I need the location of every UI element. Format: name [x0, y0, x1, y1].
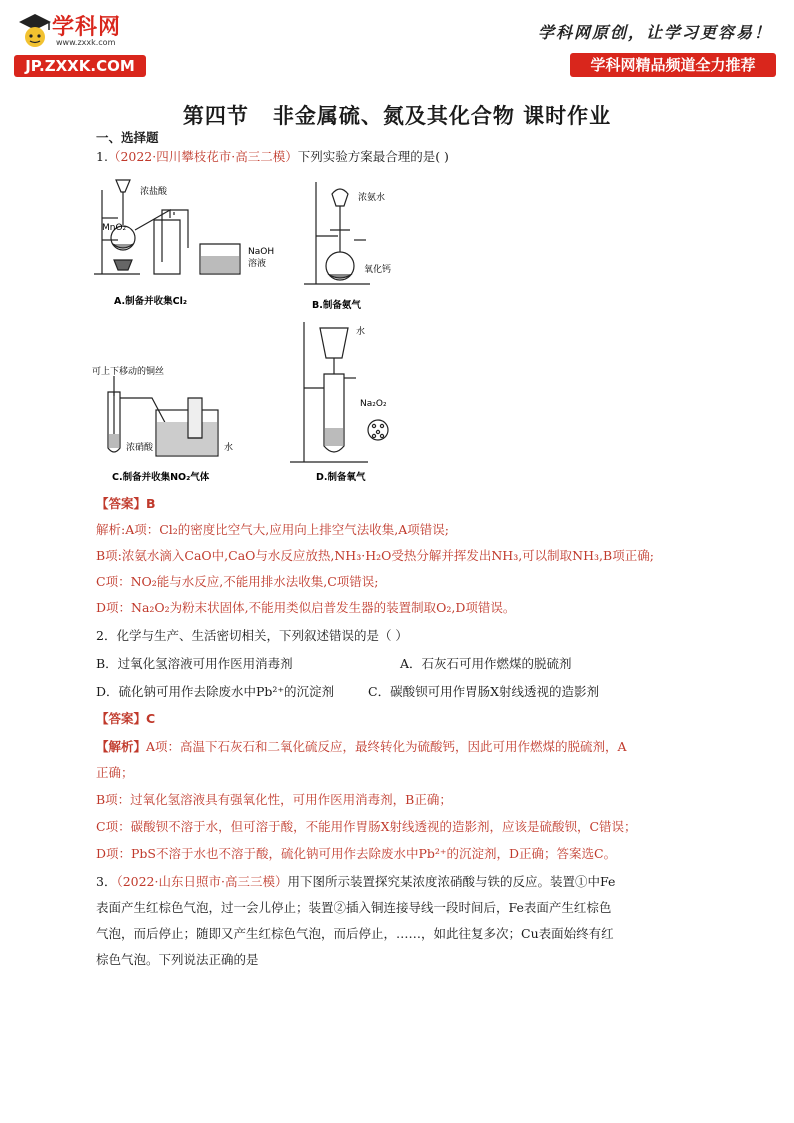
title-section-number: 第四节 — [182, 104, 249, 128]
slogan: 学科网原创，让学习更容易！ — [537, 23, 772, 42]
promo-badge[interactable]: 学科网精品频道全力推荐 — [570, 53, 776, 77]
question-3-line-4: 棕色气泡。下列说法正确的是 — [96, 952, 259, 967]
figure-b-caption: B.制备氨气 — [312, 300, 361, 311]
figure-d-caption: D.制备氧气 — [316, 472, 366, 483]
label-movable-copper-wire: 可上下移动的铜丝 — [92, 367, 165, 377]
figure-c-no2-apparatus — [92, 362, 292, 486]
label-naoh: NaOH — [248, 247, 275, 257]
page-title — [0, 100, 794, 130]
question-2-explanation-c: C项：碳酸钡不溶于水，但可溶于酸，不能用作胃肠X射线透视的造影剂，应该是硫酸钡，C错误； — [96, 819, 637, 834]
question-3-line-2: 表面产生红棕色气泡，过一会儿停止；装置②插入铜连接导线一段时间后，Fe表面产生红棕色 — [96, 900, 612, 915]
label-conc-hcl: 浓盐酸 — [140, 187, 168, 197]
label-na2o2: Na₂O₂ — [360, 399, 387, 409]
figure-a-chlorine-apparatus — [92, 170, 292, 310]
label-mno2: MnO₂ — [102, 223, 127, 233]
figure-c-caption: C.制备并收集NO₂气体 — [112, 472, 210, 483]
question-1-stem: 1.（2022·四川攀枝花市·高三二模）下列实验方案最合理的是( ) — [96, 149, 449, 164]
option-d[interactable]: D．硫化钠可用作去除废水中Pb²⁺的沉淀剂 — [96, 684, 335, 699]
question-2-explanation-b: B项：过氧化氢溶液具有强氧化性，可用作医用消毒剂，B正确； — [96, 792, 452, 807]
title-topic: 非金属硫、氮及其化合物 课时作业 — [272, 104, 612, 128]
question-2-explanation-a-cont: 正确； — [96, 765, 134, 780]
question-1-answer: 【答案】B — [96, 496, 156, 511]
question-source: （2022·四川攀枝花市·高三二模） — [107, 149, 298, 164]
section-heading: 一、选择题 — [96, 130, 159, 145]
figure-b-ammonia-apparatus — [298, 174, 418, 318]
site-badge[interactable]: JP.ZXXK.COM — [14, 55, 146, 77]
option-a[interactable]: A．石灰石可用作燃煤的脱硫剂 — [400, 656, 572, 671]
question-2-explanation-d: D项：PbS不溶于水也不溶于酸，硫化钠可用作去除废水中Pb²⁺的沉淀剂，D正确；答案选C。 — [96, 846, 617, 861]
label-water: 水 — [356, 327, 366, 337]
question-1-explanation-a: 解析:A项：Cl₂的密度比空气大,应用向上排空气法收集,A项错误; — [96, 522, 449, 537]
graduation-cap-logo-icon — [18, 12, 52, 48]
question-source: （2022·山东日照市·高三三模） — [116, 874, 288, 889]
question-1-explanation-b: B项:浓氨水滴入CaO中,CaO与水反应放热,NH₃·H₂O受热分解并挥发出NH₃,可以制取NH₃,B项正确; — [96, 548, 654, 563]
label-conc-nitric: 浓硝酸 — [126, 443, 154, 453]
question-1-explanation-c: C项：NO₂能与水反应,不能用排水法收集,C项错误; — [96, 574, 379, 589]
question-2-options-row-2 — [96, 682, 736, 702]
option-b[interactable]: B．过氧化氢溶液可用作医用消毒剂 — [96, 656, 293, 671]
question-2-answer: 【答案】C — [96, 711, 156, 726]
question-2-options-row-1 — [96, 654, 736, 674]
label-solution: 溶液 — [248, 259, 267, 269]
question-3-line-1: 3．（2022·山东日照市·高三三模）用下图所示装置探究某浓度浓硝酸与铁的反应。装置①中Fe — [96, 874, 616, 889]
question-2-stem: 2．化学与生产、生活密切相关，下列叙述错误的是（ ） — [96, 628, 408, 643]
option-c[interactable]: C．碳酸钡可用作胃肠X射线透视的造影剂 — [368, 684, 599, 699]
logo-text: 学科网 — [52, 15, 122, 40]
question-1-explanation-d: D项：Na₂O₂为粉末状固体,不能用类似启普发生器的装置制取O₂,D项错误。 — [96, 600, 516, 615]
label-water: 水 — [224, 443, 234, 453]
label-calcium-oxide: 氧化钙 — [364, 265, 392, 275]
question-2-explanation-a: 【解析】A项：高温下石灰石和二氧化硫反应，最终转化为硫酸钙，因此可用作燃煤的脱硫剂，A — [96, 739, 627, 754]
figure-a-caption: A.制备并收集Cl₂ — [114, 296, 188, 307]
logo-url: www.zxxk.com — [56, 38, 116, 47]
question-3-line-3: 气泡，而后停止；随即又产生红棕色气泡，而后停止，……，如此往复多次；Cu表面始终有红 — [96, 926, 614, 941]
label-conc-ammonia: 浓氨水 — [358, 193, 386, 203]
figure-d-oxygen-apparatus — [286, 318, 406, 486]
